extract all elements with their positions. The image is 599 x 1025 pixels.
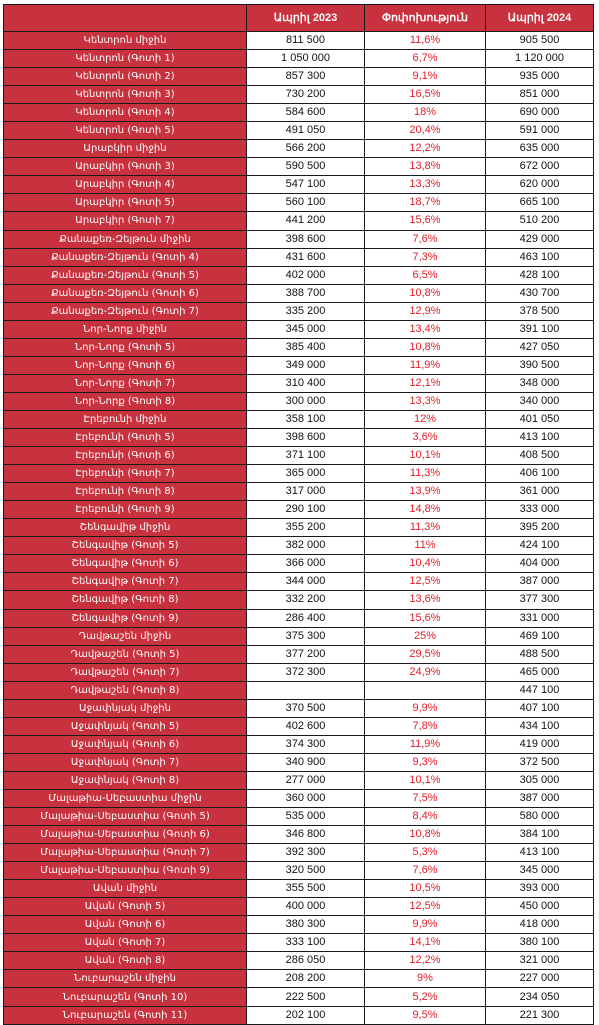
table-row xyxy=(4,609,594,627)
table-row xyxy=(4,573,594,591)
table-row xyxy=(4,627,594,645)
april-2024-value: 348 000 xyxy=(486,374,594,392)
table-row xyxy=(4,753,594,771)
change-value: 7,6% xyxy=(365,862,486,880)
header-row xyxy=(4,5,594,32)
april-2023-value: 358 100 xyxy=(247,410,365,428)
district-label: Մալաթիա-Սեբաստիա (Գոտի 7) xyxy=(4,844,247,862)
district-label: Շենգավիթ (Գոտի 6) xyxy=(4,555,247,573)
district-label: Քանաքեռ-Զեյթուն (Գոտի 4) xyxy=(4,248,247,266)
april-2024-value: 428 100 xyxy=(486,266,594,284)
change-value: 11,9% xyxy=(365,356,486,374)
change-value: 5,2% xyxy=(365,988,486,1006)
april-2023-value xyxy=(247,681,365,699)
april-2023-value: 730 200 xyxy=(247,86,365,104)
table-row xyxy=(4,699,594,717)
table-row xyxy=(4,537,594,555)
april-2023-value: 355 500 xyxy=(247,880,365,898)
april-2024-value: 935 000 xyxy=(486,68,594,86)
change-value: 14,8% xyxy=(365,501,486,519)
april-2023-value: 584 600 xyxy=(247,104,365,122)
change-value: 7,8% xyxy=(365,717,486,735)
table-row xyxy=(4,230,594,248)
table-row xyxy=(4,410,594,428)
district-label: Աջափնյակ (Գոտի 6) xyxy=(4,735,247,753)
change-value: 10,4% xyxy=(365,555,486,573)
table-row xyxy=(4,212,594,230)
header-april-2024: Ապրիլ 2024 xyxy=(486,5,594,32)
table-row xyxy=(4,681,594,699)
table-row xyxy=(4,122,594,140)
april-2024-value: 345 000 xyxy=(486,862,594,880)
change-value: 9,3% xyxy=(365,753,486,771)
change-value: 10,1% xyxy=(365,771,486,789)
district-label: Մալաթիա-Սեբաստիա (Գոտի 6) xyxy=(4,826,247,844)
district-label: Ավան (Գոտի 7) xyxy=(4,934,247,952)
april-2024-value: 321 000 xyxy=(486,952,594,970)
april-2024-value: 418 000 xyxy=(486,916,594,934)
april-2024-value: 384 100 xyxy=(486,826,594,844)
april-2023-value: 202 100 xyxy=(247,1006,365,1024)
district-label: Նուբարաշեն (Գոտի 10) xyxy=(4,988,247,1006)
change-value: 9,1% xyxy=(365,68,486,86)
district-label: Աջափնյակ (Գոտի 5) xyxy=(4,717,247,735)
table-row xyxy=(4,356,594,374)
change-value: 12,5% xyxy=(365,573,486,591)
april-2024-value: 305 000 xyxy=(486,771,594,789)
change-value: 10,8% xyxy=(365,338,486,356)
change-value: 3,6% xyxy=(365,429,486,447)
april-2023-value: 346 800 xyxy=(247,826,365,844)
april-2024-value: 591 000 xyxy=(486,122,594,140)
district-label: Դավթաշեն միջին xyxy=(4,627,247,645)
april-2023-value: 345 000 xyxy=(247,320,365,338)
april-2024-value: 404 000 xyxy=(486,555,594,573)
table-row xyxy=(4,447,594,465)
table-row xyxy=(4,176,594,194)
april-2024-value: 401 050 xyxy=(486,410,594,428)
april-2024-value: 905 500 xyxy=(486,32,594,50)
april-2024-value: 413 100 xyxy=(486,429,594,447)
district-label: Կենտրոն (Գոտի 3) xyxy=(4,86,247,104)
change-value: 11% xyxy=(365,537,486,555)
april-2023-value: 320 500 xyxy=(247,862,365,880)
table-row xyxy=(4,591,594,609)
change-value: 15,6% xyxy=(365,212,486,230)
table-row xyxy=(4,158,594,176)
district-label: Շենգավիթ միջին xyxy=(4,519,247,537)
district-label: Քանաքեռ-Զեյթուն (Գոտի 6) xyxy=(4,284,247,302)
table-row xyxy=(4,844,594,862)
april-2024-value: 510 200 xyxy=(486,212,594,230)
table-row xyxy=(4,194,594,212)
april-2023-value: 300 000 xyxy=(247,392,365,410)
april-2023-value: 374 300 xyxy=(247,735,365,753)
district-label: Մալաթիա-Սեբաստիա միջին xyxy=(4,789,247,807)
april-2024-value: 377 300 xyxy=(486,591,594,609)
table-body xyxy=(4,32,594,1025)
district-label: Դավթաշեն (Գոտի 7) xyxy=(4,663,247,681)
table-row xyxy=(4,826,594,844)
table-row xyxy=(4,320,594,338)
april-2023-value: 365 000 xyxy=(247,465,365,483)
april-2024-value: 390 500 xyxy=(486,356,594,374)
district-label: Կենտրոն (Գոտի 4) xyxy=(4,104,247,122)
district-label: Դավթաշեն (Գոտի 8) xyxy=(4,681,247,699)
change-value: 18,7% xyxy=(365,194,486,212)
april-2023-value: 371 100 xyxy=(247,447,365,465)
change-value: 9,9% xyxy=(365,699,486,717)
april-2023-value: 290 100 xyxy=(247,501,365,519)
april-2023-value: 349 000 xyxy=(247,356,365,374)
district-label: Նոր-Նորք (Գոտի 6) xyxy=(4,356,247,374)
change-value: 13,6% xyxy=(365,591,486,609)
change-value: 29,5% xyxy=(365,645,486,663)
april-2024-value: 407 100 xyxy=(486,699,594,717)
april-2024-value: 391 100 xyxy=(486,320,594,338)
april-2023-value: 377 200 xyxy=(247,645,365,663)
table-row xyxy=(4,717,594,735)
april-2024-value: 361 000 xyxy=(486,483,594,501)
table-row xyxy=(4,284,594,302)
change-value: 6,5% xyxy=(365,266,486,284)
table-row xyxy=(4,916,594,934)
change-value: 13,3% xyxy=(365,176,486,194)
change-value: 8,4% xyxy=(365,808,486,826)
april-2023-value: 355 200 xyxy=(247,519,365,537)
change-value: 9,5% xyxy=(365,1006,486,1024)
april-2023-value: 402 600 xyxy=(247,717,365,735)
change-value: 12,2% xyxy=(365,140,486,158)
table-row xyxy=(4,374,594,392)
district-label: Ավան (Գոտի 5) xyxy=(4,898,247,916)
district-label: Նոր-Նորք (Գոտի 5) xyxy=(4,338,247,356)
april-2024-value: 387 000 xyxy=(486,573,594,591)
april-2023-value: 286 050 xyxy=(247,952,365,970)
april-2024-value: 380 100 xyxy=(486,934,594,952)
district-label: Դավթաշեն (Գոտի 5) xyxy=(4,645,247,663)
april-2024-value: 372 500 xyxy=(486,753,594,771)
district-label: Նուբարաշեն միջին xyxy=(4,970,247,988)
price-table-container xyxy=(3,4,594,1025)
header-april-2023: Ապրիլ 2023 xyxy=(247,5,365,32)
april-2023-value: 222 500 xyxy=(247,988,365,1006)
table-row xyxy=(4,970,594,988)
change-value: 15,6% xyxy=(365,609,486,627)
table-row xyxy=(4,140,594,158)
district-label: Քանաքեռ-Զեյթուն միջին xyxy=(4,230,247,248)
april-2023-value: 535 000 xyxy=(247,808,365,826)
april-2023-value: 441 200 xyxy=(247,212,365,230)
table-row xyxy=(4,808,594,826)
district-label: Արաբկիր (Գոտի 7) xyxy=(4,212,247,230)
april-2023-value: 388 700 xyxy=(247,284,365,302)
april-2024-value: 429 000 xyxy=(486,230,594,248)
april-2024-value: 690 000 xyxy=(486,104,594,122)
april-2023-value: 400 000 xyxy=(247,898,365,916)
change-value: 11,9% xyxy=(365,735,486,753)
change-value: 10,1% xyxy=(365,447,486,465)
district-label: Ավան (Գոտի 6) xyxy=(4,916,247,934)
table-row xyxy=(4,465,594,483)
april-2024-value: 227 000 xyxy=(486,970,594,988)
april-2024-value: 1 120 000 xyxy=(486,50,594,68)
table-row xyxy=(4,555,594,573)
district-label: Կենտրոն (Գոտի 5) xyxy=(4,122,247,140)
april-2023-value: 360 000 xyxy=(247,789,365,807)
april-2024-value: 424 100 xyxy=(486,537,594,555)
change-value: 14,1% xyxy=(365,934,486,952)
district-label: Էրեբունի (Գոտի 5) xyxy=(4,429,247,447)
change-value: 5,3% xyxy=(365,844,486,862)
district-label: Ավան միջին xyxy=(4,880,247,898)
april-2023-value: 811 500 xyxy=(247,32,365,50)
district-label: Էրեբունի (Գոտի 8) xyxy=(4,483,247,501)
april-2024-value: 393 000 xyxy=(486,880,594,898)
april-2024-value: 387 000 xyxy=(486,789,594,807)
district-label: Էրեբունի (Գոտի 9) xyxy=(4,501,247,519)
header-corner-cell xyxy=(4,5,247,32)
district-label: Արաբկիր (Գոտի 3) xyxy=(4,158,247,176)
district-label: Շենգավիթ (Գոտի 8) xyxy=(4,591,247,609)
april-2023-value: 398 600 xyxy=(247,230,365,248)
table-row xyxy=(4,735,594,753)
table-row xyxy=(4,771,594,789)
table-row xyxy=(4,988,594,1006)
april-2024-value: 488 500 xyxy=(486,645,594,663)
table-row xyxy=(4,663,594,681)
change-value: 11,3% xyxy=(365,465,486,483)
district-label: Մալաթիա-Սեբաստիա (Գոտի 9) xyxy=(4,862,247,880)
change-value: 12,9% xyxy=(365,302,486,320)
april-2024-value: 851 000 xyxy=(486,86,594,104)
april-2024-value: 406 100 xyxy=(486,465,594,483)
april-2024-value: 672 000 xyxy=(486,158,594,176)
april-2023-value: 402 000 xyxy=(247,266,365,284)
district-label: Շենգավիթ (Գոտի 5) xyxy=(4,537,247,555)
table-row xyxy=(4,392,594,410)
april-2024-value: 465 000 xyxy=(486,663,594,681)
april-2023-value: 560 100 xyxy=(247,194,365,212)
district-label: Աջափնյակ (Գոտի 7) xyxy=(4,753,247,771)
april-2024-value: 434 100 xyxy=(486,717,594,735)
district-label: Աջափնյակ (Գոտի 8) xyxy=(4,771,247,789)
change-value: 13,3% xyxy=(365,392,486,410)
april-2023-value: 491 050 xyxy=(247,122,365,140)
change-value: 18% xyxy=(365,104,486,122)
change-value: 12,1% xyxy=(365,374,486,392)
april-2023-value: 372 300 xyxy=(247,663,365,681)
district-label: Արաբկիր (Գոտի 5) xyxy=(4,194,247,212)
table-row xyxy=(4,86,594,104)
change-value: 11,6% xyxy=(365,32,486,50)
table-row xyxy=(4,266,594,284)
april-2024-value: 221 300 xyxy=(486,1006,594,1024)
change-value: 7,3% xyxy=(365,248,486,266)
table-row xyxy=(4,50,594,68)
district-label: Արաբկիր միջին xyxy=(4,140,247,158)
table-row xyxy=(4,519,594,537)
change-value xyxy=(365,681,486,699)
table-row xyxy=(4,934,594,952)
header-change: Փոփոխություն xyxy=(365,5,486,32)
april-2023-value: 398 600 xyxy=(247,429,365,447)
district-label: Արաբկիր (Գոտի 4) xyxy=(4,176,247,194)
table-row xyxy=(4,104,594,122)
april-2023-value: 344 000 xyxy=(247,573,365,591)
april-2023-value: 333 100 xyxy=(247,934,365,952)
table-row xyxy=(4,501,594,519)
april-2024-value: 378 500 xyxy=(486,302,594,320)
change-value: 12,5% xyxy=(365,898,486,916)
district-label: Մալաթիա-Սեբաստիա (Գոտի 5) xyxy=(4,808,247,826)
district-label: Նուբարաշեն (Գոտի 11) xyxy=(4,1006,247,1024)
change-value: 9,9% xyxy=(365,916,486,934)
change-value: 20,4% xyxy=(365,122,486,140)
district-label: Էրեբունի (Գոտի 6) xyxy=(4,447,247,465)
change-value: 11,3% xyxy=(365,519,486,537)
table-row xyxy=(4,862,594,880)
april-2023-value: 335 200 xyxy=(247,302,365,320)
april-2024-value: 447 100 xyxy=(486,681,594,699)
district-label: Նոր-Նորք (Գոտի 7) xyxy=(4,374,247,392)
april-2023-value: 431 600 xyxy=(247,248,365,266)
table-row xyxy=(4,483,594,501)
district-label: Աջափնյակ միջին xyxy=(4,699,247,717)
district-label: Կենտրոն (Գոտի 1) xyxy=(4,50,247,68)
district-label: Էրեբունի միջին xyxy=(4,410,247,428)
change-value: 13,9% xyxy=(365,483,486,501)
april-2024-value: 430 700 xyxy=(486,284,594,302)
change-value: 9% xyxy=(365,970,486,988)
april-2023-value: 375 300 xyxy=(247,627,365,645)
table-row xyxy=(4,789,594,807)
table-row xyxy=(4,645,594,663)
district-label: Էրեբունի (Գոտի 7) xyxy=(4,465,247,483)
change-value: 6,7% xyxy=(365,50,486,68)
table-row xyxy=(4,248,594,266)
april-2023-value: 286 400 xyxy=(247,609,365,627)
table-row xyxy=(4,1006,594,1024)
april-2024-value: 620 000 xyxy=(486,176,594,194)
april-2024-value: 463 100 xyxy=(486,248,594,266)
april-2024-value: 413 100 xyxy=(486,844,594,862)
april-2024-value: 469 100 xyxy=(486,627,594,645)
april-2024-value: 635 000 xyxy=(486,140,594,158)
change-value: 10,8% xyxy=(365,284,486,302)
change-value: 25% xyxy=(365,627,486,645)
table-row xyxy=(4,338,594,356)
april-2024-value: 333 000 xyxy=(486,501,594,519)
table-row xyxy=(4,429,594,447)
table-row xyxy=(4,32,594,50)
april-2024-value: 419 000 xyxy=(486,735,594,753)
april-2023-value: 547 100 xyxy=(247,176,365,194)
district-label: Կենտրոն միջին xyxy=(4,32,247,50)
april-2023-value: 370 500 xyxy=(247,699,365,717)
change-value: 7,6% xyxy=(365,230,486,248)
april-2023-value: 590 500 xyxy=(247,158,365,176)
district-label: Շենգավիթ (Գոտի 9) xyxy=(4,609,247,627)
april-2023-value: 277 000 xyxy=(247,771,365,789)
april-2023-value: 392 300 xyxy=(247,844,365,862)
april-2024-value: 408 500 xyxy=(486,447,594,465)
table-row xyxy=(4,880,594,898)
district-label: Քանաքեռ-Զեյթուն (Գոտի 5) xyxy=(4,266,247,284)
table-row xyxy=(4,68,594,86)
april-2023-value: 208 200 xyxy=(247,970,365,988)
change-value: 10,5% xyxy=(365,880,486,898)
april-2023-value: 382 000 xyxy=(247,537,365,555)
april-2024-value: 340 000 xyxy=(486,392,594,410)
change-value: 13,8% xyxy=(365,158,486,176)
april-2023-value: 340 900 xyxy=(247,753,365,771)
price-table xyxy=(3,4,594,1025)
table-row xyxy=(4,952,594,970)
change-value: 12,2% xyxy=(365,952,486,970)
april-2023-value: 385 400 xyxy=(247,338,365,356)
table-row xyxy=(4,302,594,320)
april-2023-value: 566 200 xyxy=(247,140,365,158)
district-label: Նոր-Նորք (Գոտի 8) xyxy=(4,392,247,410)
district-label: Կենտրոն (Գոտի 2) xyxy=(4,68,247,86)
change-value: 12% xyxy=(365,410,486,428)
april-2024-value: 665 100 xyxy=(486,194,594,212)
district-label: Շենգավիթ (Գոտի 7) xyxy=(4,573,247,591)
april-2023-value: 1 050 000 xyxy=(247,50,365,68)
change-value: 13,4% xyxy=(365,320,486,338)
table-row xyxy=(4,898,594,916)
change-value: 7,5% xyxy=(365,789,486,807)
change-value: 16,5% xyxy=(365,86,486,104)
district-label: Նոր-Նորք միջին xyxy=(4,320,247,338)
april-2024-value: 395 200 xyxy=(486,519,594,537)
april-2024-value: 331 000 xyxy=(486,609,594,627)
april-2024-value: 427 050 xyxy=(486,338,594,356)
april-2023-value: 332 200 xyxy=(247,591,365,609)
april-2023-value: 366 000 xyxy=(247,555,365,573)
april-2023-value: 380 300 xyxy=(247,916,365,934)
change-value: 10,8% xyxy=(365,826,486,844)
april-2024-value: 580 000 xyxy=(486,808,594,826)
april-2023-value: 857 300 xyxy=(247,68,365,86)
april-2024-value: 450 000 xyxy=(486,898,594,916)
april-2023-value: 317 000 xyxy=(247,483,365,501)
district-label: Քանաքեռ-Զեյթուն (Գոտի 7) xyxy=(4,302,247,320)
april-2024-value: 234 050 xyxy=(486,988,594,1006)
district-label: Ավան (Գոտի 8) xyxy=(4,952,247,970)
april-2023-value: 310 400 xyxy=(247,374,365,392)
change-value: 24,9% xyxy=(365,663,486,681)
